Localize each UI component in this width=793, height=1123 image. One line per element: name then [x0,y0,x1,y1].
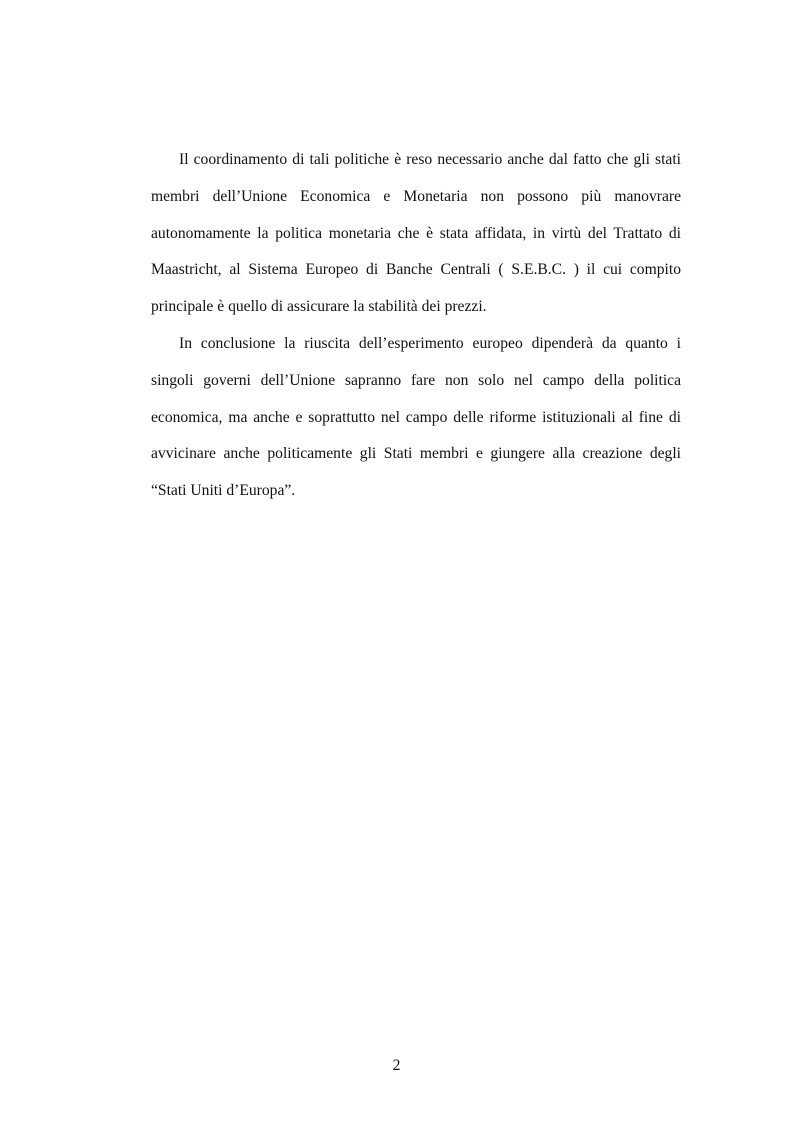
document-body [151,142,681,510]
paragraph-coordination: Il coordinamento di tali politiche è reso necessario anche dal fatto che gli stati membri dell’Unione Economica e Monetaria non possono più manovrare autonomamente la politica monetaria che è stata affidata, in virtù del Trattato di Maastricht, al Sistema Europeo di Banche Centrali ( S.E.B.C. ) il cui compito principale è quello di assicurare la stabilità dei prezzi. [151,151,681,316]
page-number: 2 [392,1057,401,1074]
paragraph-conclusion: In conclusione la riuscita dell’esperimento europeo dipenderà da quanto i singoli governi dell’Unione sapranno fare non solo nel campo della politica economica, ma anche e soprattutto nel campo delle riforme istituzionali al fine di avvicinare anche politicamente gli Stati membri e giungere alla creazione degli “Stati Uniti d’Europa”. [151,334,681,500]
